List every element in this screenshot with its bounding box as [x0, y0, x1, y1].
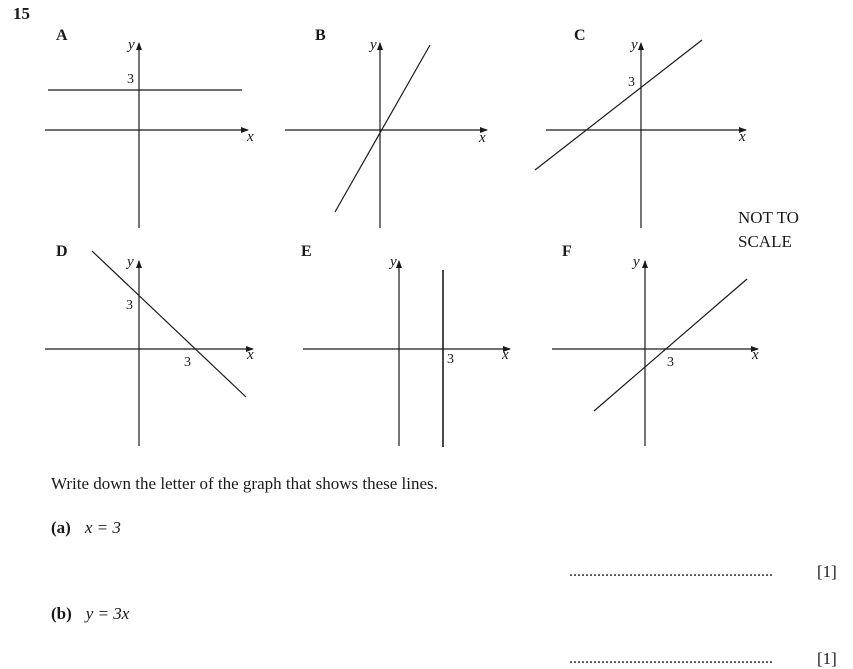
graph-a-x-label: x [247, 129, 254, 145]
graph-a [45, 27, 254, 228]
graph-c-y-label: y [631, 37, 638, 53]
graph-f-letter: F [562, 243, 572, 260]
graph-d-tick-y3: 3 [126, 298, 133, 313]
graph-c-line [535, 40, 702, 170]
part-a [51, 518, 121, 538]
part-a-answer-line[interactable]: ................................................... [569, 563, 773, 580]
part-b-answer-line[interactable]: ................................................... [569, 650, 773, 667]
graph-f [552, 243, 759, 446]
graph-a-y-label: y [128, 37, 135, 53]
graph-b-y-label: y [370, 37, 377, 53]
graph-f-tick-3: 3 [667, 355, 674, 370]
graph-c-tick-3: 3 [628, 75, 635, 90]
part-b-label: (b) [51, 604, 72, 623]
graph-d-y-label: y [127, 254, 134, 270]
graph-e-tick-3: 3 [447, 352, 454, 367]
graph-d-x-label: x [247, 347, 254, 363]
graph-c [535, 27, 746, 228]
graph-d [45, 243, 254, 446]
question-number: 15 [13, 4, 30, 23]
graph-d-tick-x3: 3 [184, 355, 191, 370]
part-b [51, 604, 129, 624]
scale-note-line-2: SCALE [738, 232, 792, 251]
graph-b [285, 27, 487, 228]
graph-d-line [92, 251, 246, 397]
part-b-marks: [1] [817, 649, 837, 668]
graph-c-x-label: x [739, 129, 746, 145]
not-to-scale-note [738, 206, 799, 254]
graph-e-y-label: y [390, 254, 397, 270]
graph-f-x-label: x [752, 347, 759, 363]
graph-d-letter: D [56, 243, 68, 260]
part-a-marks: [1] [817, 562, 837, 581]
graph-b-x-label: x [479, 130, 486, 146]
graph-e [301, 243, 510, 447]
scale-note-line-1: NOT TO [738, 208, 799, 227]
graph-e-letter: E [301, 243, 312, 260]
graph-e-x-label: x [502, 347, 509, 363]
question-instruction: Write down the letter of the graph that shows these lines. [51, 474, 438, 493]
part-b-equation: y = 3x [85, 604, 130, 623]
part-a-equation: x = 3 [84, 518, 121, 537]
graph-f-line [594, 279, 747, 411]
graph-f-y-label: y [633, 254, 640, 270]
graph-b-line [335, 45, 430, 212]
graph-a-tick-3: 3 [127, 72, 134, 87]
graph-b-letter: B [315, 27, 326, 44]
part-a-label: (a) [51, 518, 71, 537]
graph-a-letter: A [56, 27, 68, 44]
graph-c-letter: C [574, 27, 586, 44]
